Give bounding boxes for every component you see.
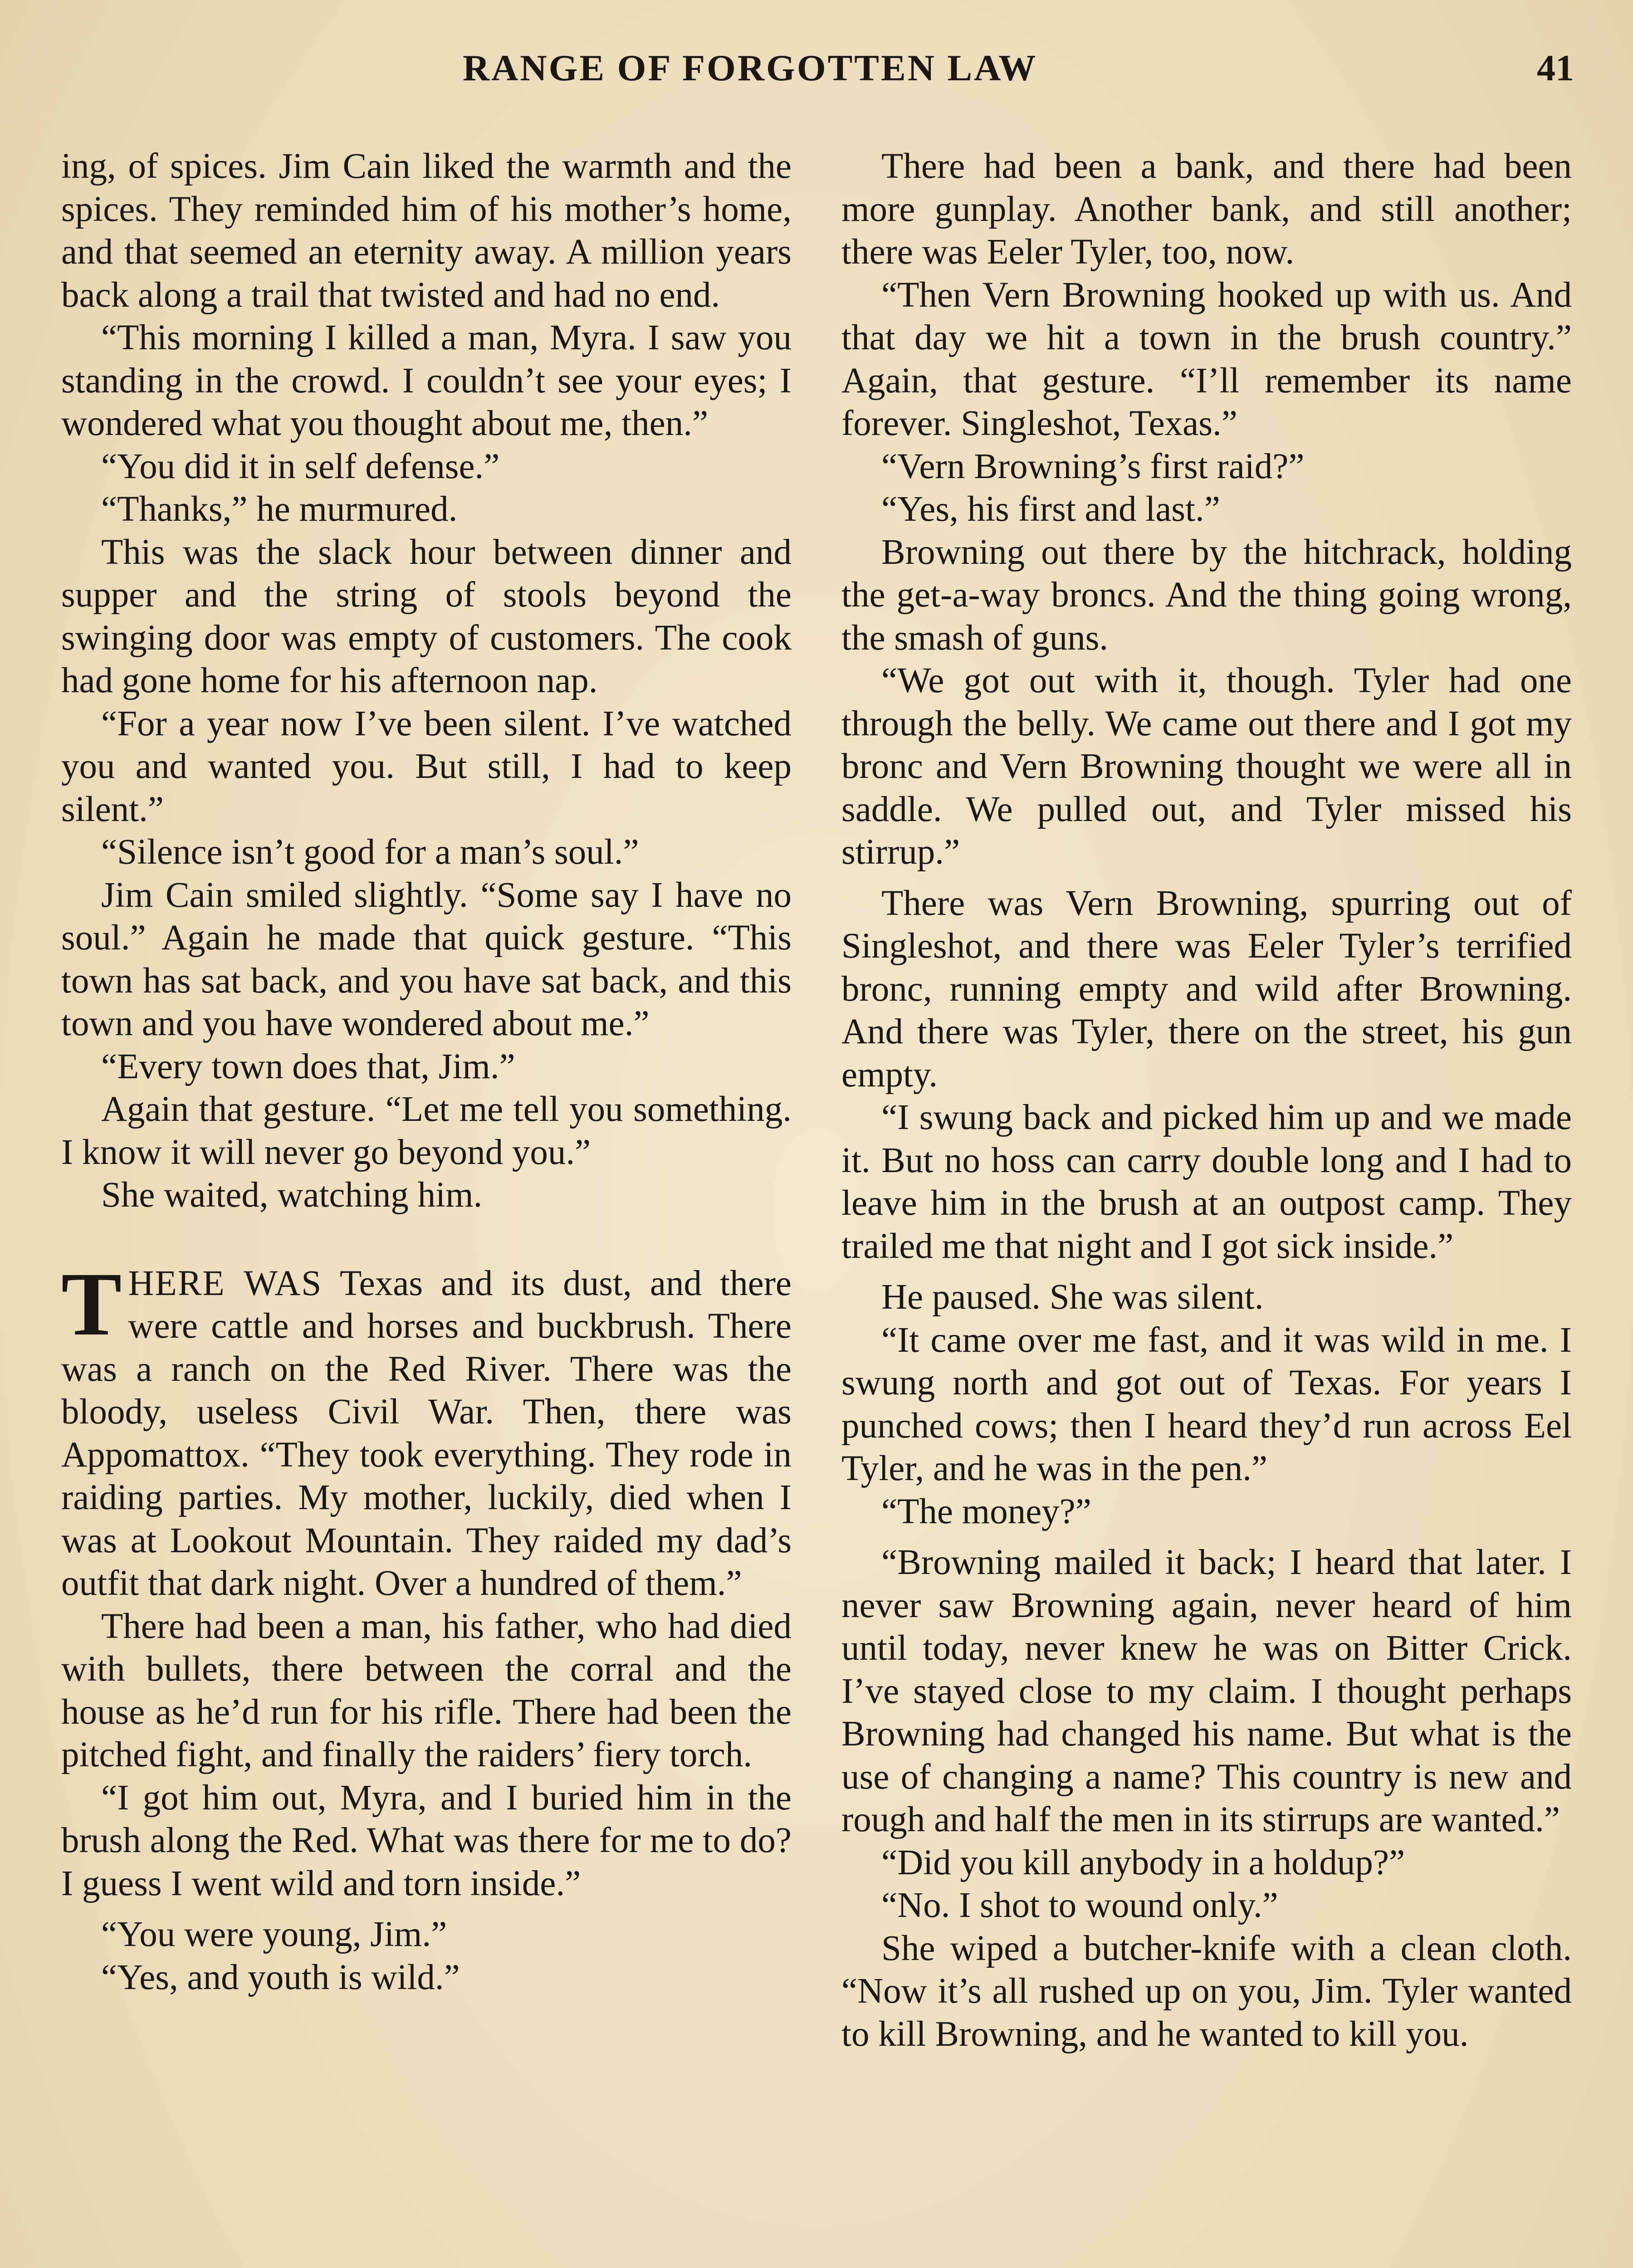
- drop-cap: T: [61, 1254, 122, 1354]
- paragraph: “Did you kill anybody in a holdup?”: [881, 1843, 1405, 1882]
- paragraph: “Browning mailed it back; I heard that later. I never saw Browning again, never heard of him until today, never knew he was on Bitter Crick. I’ve stayed close to my claim. I thought perhaps Browning had changed his name. But what is the use of changing a name? This country is new and rough and half the men in its stirrups are wanted.”: [841, 1543, 1572, 1839]
- paragraph: “Vern Browning’s first raid?”: [881, 446, 1305, 486]
- paragraph: “Silence isn’t good for a man’s soul.”: [101, 832, 639, 872]
- paragraph: “For a year now I’ve been silent. I’ve watched you and wanted you. But still, I had to keep silent.”: [61, 704, 792, 829]
- paragraph: “You did it in self defense.”: [101, 446, 500, 486]
- lead-in-words: HERE WAS: [128, 1263, 323, 1303]
- paragraph: There had been a man, his father, who had died with bullets, there between the corral and the house as he’d run for his rifle. There had been the pitched fight, and finally the raiders’ fiery torch.: [61, 1606, 792, 1774]
- paragraph: He paused. She was silent.: [881, 1277, 1264, 1317]
- page-number: 41: [1537, 47, 1574, 88]
- paragraph: She wiped a butcher-knife with a clean cloth. “Now it’s all rushed up on you, Jim. Tyler wanted to kill Browning, and he wanted to kill you.: [841, 1928, 1572, 2054]
- section-opening-paragraph: [61, 1254, 792, 1605]
- paragraph: She waited, watching him.: [101, 1175, 483, 1215]
- paragraph: Again that gesture. “Let me tell you something. I know it will never go beyond you.”: [61, 1090, 792, 1172]
- paragraph: “No. I shot to wound only.”: [881, 1886, 1278, 1925]
- paragraph: This was the slack hour between dinner and supper and the string of stools beyond the swinging door was empty of customers. The cook had gone home for his afternoon nap.: [61, 532, 792, 700]
- paragraph: Jim Cain smiled slightly. “Some say I have no soul.” Again he made that quick gesture. “This town has sat back, and you have sat back, and this town and you have wondered about me.”: [61, 875, 792, 1043]
- paragraph: ing, of spices. Jim Cain liked the warmth and the spices. They reminded him of his mother’s home, and that seemed an eternity away. A million years back along a trail that twisted and had no end.: [61, 147, 792, 315]
- paragraph: Browning out there by the hitchrack, holding the get-a-way broncs. And the thing going wrong, the smash of guns.: [841, 532, 1572, 658]
- paragraph: “I got him out, Myra, and I buried him in the brush along the Red. What was there for me to do? I guess I went wild and torn inside.”: [61, 1778, 792, 1903]
- paragraph: “We got out with it, though. Tyler had one through the belly. We came out there and I got my bronc and Vern Browning thought we were all in saddle. We pulled out, and Tyler missed his stirrup.”: [841, 661, 1572, 872]
- paragraph: “It came over me fast, and it was wild in me. I swung north and got out of Texas. For years I punched cows; then I heard they’d run across Eel Tyler, and he was in the pen.”: [841, 1320, 1572, 1488]
- right-column: [841, 145, 1572, 2056]
- paragraph: “I swung back and picked him up and we made it. But no hoss can carry double long and I had to leave him in the brush at an outpost camp. They trailed me that night and I got sick inside.”: [841, 1098, 1572, 1266]
- paragraph: “Thanks,” he murmured.: [101, 489, 458, 529]
- paragraph: “Every town does that, Jim.”: [101, 1046, 515, 1086]
- paragraph: “Then Vern Browning hooked up with us. And that day we hit a town in the brush country.” Again, that gesture. “I’ll remember its name forever. Singleshot, Texas.”: [841, 275, 1572, 443]
- paragraph-text: Texas and its dust, and there were cattle and horses and buckbrush. There was a ranch on the Red River. There was the bloody, useless Civil War. Then, there was Appomattox. “They took everything. They rode in raiding parties. My mother, luckily, died when I was at Lookout Mountain. They raided my dad’s outfit that dark night. Over a hundred of them.”: [61, 1263, 792, 1603]
- running-head: RANGE OF FORGOTTEN LAW: [463, 47, 1038, 88]
- paragraph: There was Vern Browning, spurring out of Singleshot, and there was Eeler Tyler’s terrified bronc, running empty and wild after Browning. And there was Tyler, there on the street, his gun empty.: [841, 883, 1572, 1095]
- paragraph: There had been a bank, and there had been more gunplay. Another bank, and still another; there was Eeler Tyler, too, now.: [841, 147, 1572, 272]
- paragraph: “The money?”: [881, 1491, 1091, 1531]
- paragraph: “Yes, and youth is wild.”: [101, 1957, 460, 1997]
- paragraph: “You were young, Jim.”: [101, 1915, 447, 1954]
- paragraph: “Yes, his first and last.”: [881, 489, 1220, 529]
- paragraph: “This morning I killed a man, Myra. I saw you standing in the crowd. I couldn’t see your eyes; I wondered what you thought about me, then.”: [61, 318, 792, 443]
- page-header: [0, 43, 1633, 93]
- left-column: [61, 145, 792, 1999]
